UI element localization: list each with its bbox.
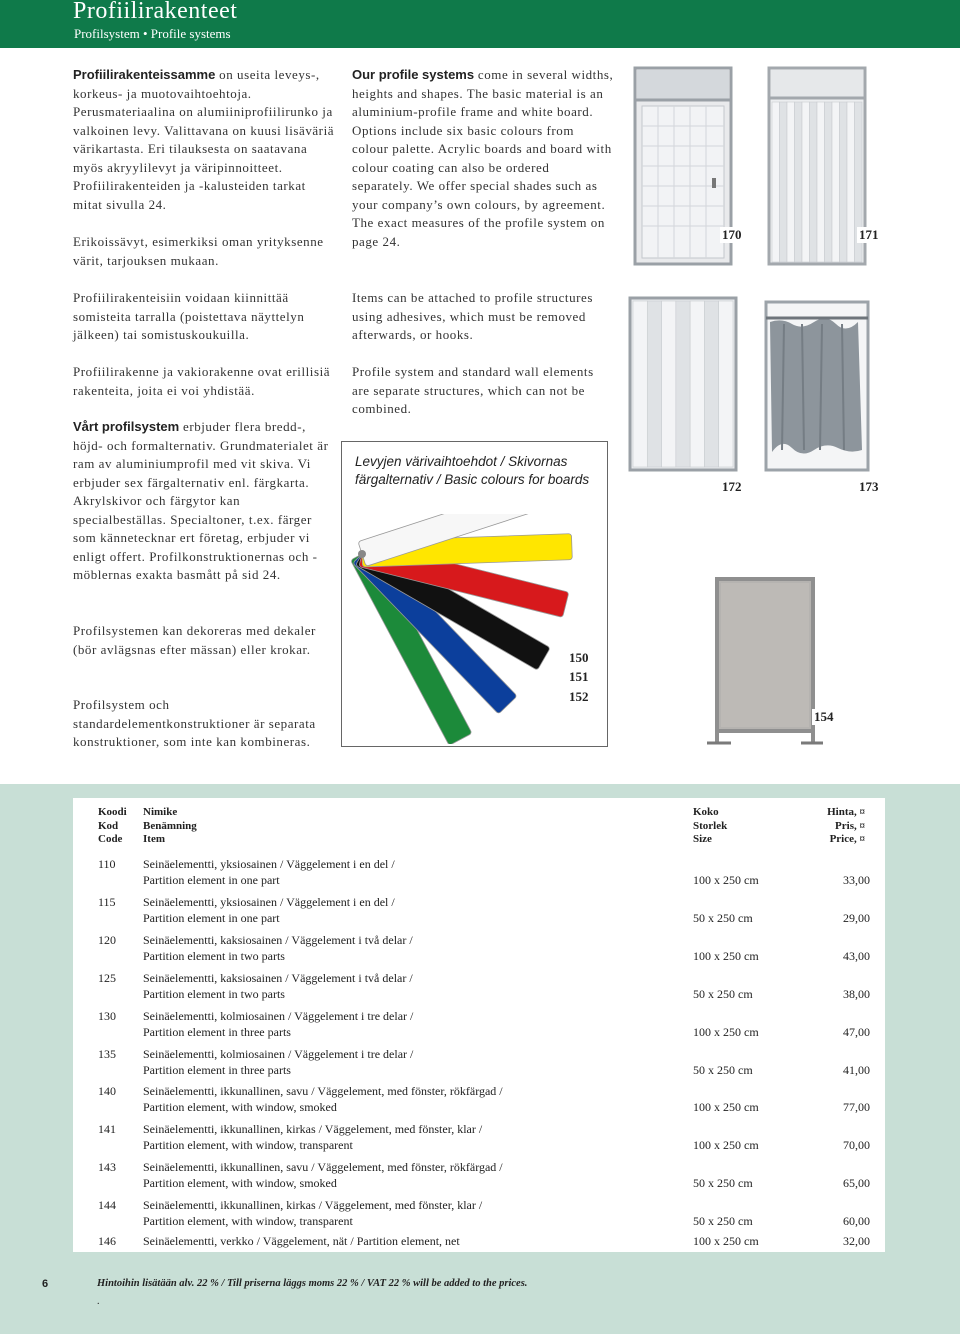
page-header <box>0 0 960 48</box>
row-item-line2: Partition element in three parts <box>143 1024 291 1039</box>
row-item-line1: Seinäelementti, kolmiosainen / Väggelement i tre delar / <box>143 1009 414 1023</box>
row-item <box>143 1047 683 1078</box>
door-fold-panel <box>647 301 661 467</box>
label-170: 170 <box>722 227 742 242</box>
row-item <box>143 1009 683 1040</box>
row-code: 146 <box>98 1234 116 1248</box>
row-code: 141 <box>98 1122 116 1136</box>
row-code: 130 <box>98 1009 116 1023</box>
row-item-line2: Partition element in three parts <box>143 1062 291 1077</box>
row-price: 32,00 <box>843 1234 870 1248</box>
row-size: 100 x 250 cm <box>693 1099 759 1114</box>
row-code: 143 <box>98 1160 116 1174</box>
fan-pivot <box>358 550 366 558</box>
row-price: 47,00 <box>843 1024 870 1039</box>
door-fold-panel <box>633 301 647 467</box>
row-price: 77,00 <box>843 1099 870 1114</box>
row-item <box>143 933 683 964</box>
door-fold-panel <box>676 301 690 467</box>
page-subtitle: Profilsystem • Profile systems <box>74 26 231 41</box>
door-fold-panel <box>802 102 810 262</box>
partition-panel-photo <box>705 577 825 747</box>
row-item-line2: Partition element in two parts <box>143 948 285 963</box>
row-size: 50 x 250 cm <box>693 986 753 1001</box>
row-code: 135 <box>98 1047 116 1061</box>
row-size: 100 x 250 cm <box>693 872 759 887</box>
en-intro-bold: Our profile systems <box>352 67 475 82</box>
row-price: 60,00 <box>843 1213 870 1228</box>
row-item-line2: Partition element, with window, transparent <box>143 1213 353 1228</box>
colour-swatch-caption: Levyjen värivaihtoehdot / Skivornas färgalternativ / Basic colours for boards <box>355 454 590 487</box>
header-item <box>143 806 197 847</box>
header-size-fi: Koko <box>693 806 719 818</box>
label-172: 172 <box>722 479 742 494</box>
door-fold-panel <box>719 301 733 467</box>
colour-fan-illustration <box>342 514 606 744</box>
en-attach-paragraph: Items can be attached to profile structures using adhesives, which must be removed afterwards, or hooks. <box>352 290 593 342</box>
sv-intro-bold: Vårt profilsystem <box>73 419 180 434</box>
row-item-line1: Seinäelementti, kaksiosainen / Väggelement i två delar / <box>143 933 413 947</box>
row-price: 70,00 <box>843 1137 870 1152</box>
row-code: 120 <box>98 933 116 947</box>
header-size-sv: Storlek <box>693 819 728 832</box>
row-size: 50 x 250 cm <box>693 1062 753 1077</box>
folding-screen-photo <box>628 296 738 472</box>
row-item-line2: Partition element, with window, transparent <box>143 1137 353 1152</box>
row-price: 33,00 <box>843 872 870 887</box>
door-fold-panel <box>704 301 718 467</box>
row-item <box>143 1234 683 1250</box>
page-number: 6 <box>42 1278 49 1290</box>
row-item <box>143 971 683 1002</box>
row-item-line2: Partition element, with window, smoked <box>143 1099 337 1114</box>
row-size: 100 x 250 cm <box>693 948 759 963</box>
header-price-sv: Pris, ¤ <box>835 819 865 832</box>
sv-intro-text: erbjuder flera bredd-, höjd- och formalternativ. Grundmaterialet är ram av aluminiumprofil med vit skiva. Vi erbjuder sex färgalternativ enl. färgkarta. Akrylskivor och färgytor kan specialbeställas. Specialtoner, t.ex. färger som kännetecknar ert företag, erbjuder vi enligt offert. Profilkonstruktionernas och -möblernas exakta basmått på sid 24. <box>73 419 329 582</box>
row-code: 110 <box>98 857 116 871</box>
header-code-sv: Kod <box>98 819 119 832</box>
door-fold-panel <box>832 102 840 262</box>
label-171: 171 <box>859 227 879 242</box>
footnote-dot: . <box>97 1296 100 1307</box>
folding-door-photo <box>762 66 872 266</box>
row-size: 50 x 250 cm <box>693 1175 753 1190</box>
row-item-line1: Seinäelementti, ikkunallinen, kirkas / Väggelement, med fönster, klar / <box>143 1198 483 1212</box>
row-size: 50 x 250 cm <box>693 910 753 925</box>
row-item-line1: Seinäelementti, yksiosainen / Väggelement i en del / <box>143 857 395 871</box>
sv-intro-paragraph <box>73 418 335 585</box>
door-fold-panel <box>787 102 795 262</box>
door-fold-panel <box>817 102 825 262</box>
header-price <box>827 806 865 847</box>
header-item-en: Item <box>143 833 165 845</box>
row-price: 38,00 <box>843 986 870 1001</box>
door-fold-panel <box>772 102 780 262</box>
row-item-line1: Seinäelementti, ikkunallinen, savu / Väggelement, med fönster, rökfärgad / <box>143 1084 503 1098</box>
row-item-line1: Seinäelementti, verkko / Väggelement, nät / Partition element, net <box>143 1234 460 1248</box>
label-154: 154 <box>814 709 834 724</box>
header-code <box>98 806 127 847</box>
header-code-fi: Koodi <box>98 806 127 818</box>
row-item-line1: Seinäelementti, yksiosainen / Väggelement i en del / <box>143 895 395 909</box>
header-item-fi: Nimike <box>143 806 178 818</box>
en-intro-paragraph <box>352 66 614 251</box>
row-price: 41,00 <box>843 1062 870 1077</box>
row-item <box>143 1160 683 1191</box>
fi-special-shades-paragraph: Erikoissävyt, esimerkiksi oman yrityksenne värit, tarjouksen mukaan. <box>73 234 324 268</box>
fi-intro-paragraph <box>73 66 335 214</box>
header-price-fi: Hinta, ¤ <box>827 806 865 818</box>
row-item <box>143 1198 683 1229</box>
row-item-line1: Seinäelementti, ikkunallinen, kirkas / Väggelement, med fönster, klar / <box>143 1122 483 1136</box>
row-item-line2: Partition element in one part <box>143 910 280 925</box>
door-fold-panel <box>795 102 803 262</box>
label-150: 150 <box>569 650 589 665</box>
door-fold-panel <box>840 102 848 262</box>
row-code: 144 <box>98 1198 116 1212</box>
sv-separate-structures-paragraph: Profilsystem och standardelementkonstruktioner är separata konstruktioner, som inte kan kombineras. <box>73 697 316 749</box>
row-item <box>143 1084 683 1115</box>
row-size: 50 x 250 cm <box>693 1213 753 1228</box>
fi-intro-bold: Profiilirakenteissamme <box>73 67 216 82</box>
label-151: 151 <box>569 669 589 684</box>
door-fold-panel <box>662 301 676 467</box>
door-fold-panel <box>690 301 704 467</box>
row-item-line2: Partition element in one part <box>143 872 280 887</box>
page-title: Profiilirakenteet <box>73 0 238 24</box>
en-separate-structures-paragraph: Profile system and standard wall elements are separate structures, which can not be combined. <box>352 364 594 416</box>
row-item <box>143 857 683 888</box>
price-table <box>73 798 885 1252</box>
header-size <box>693 806 727 847</box>
row-item-line2: Partition element, with window, smoked <box>143 1175 337 1190</box>
row-price: 65,00 <box>843 1175 870 1190</box>
curtain-frame-photo <box>762 300 872 472</box>
header-code-en: Code <box>98 833 123 845</box>
row-price: 29,00 <box>843 910 870 925</box>
label-173: 173 <box>859 479 879 494</box>
row-code: 125 <box>98 971 116 985</box>
row-code: 115 <box>98 895 116 909</box>
header-item-sv: Benämning <box>143 819 197 832</box>
door-fold-panel <box>810 102 818 262</box>
header-size-en: Size <box>693 833 712 845</box>
fi-intro-text: on useita leveys-, korkeus- ja muotovaihtoehtoja. Perusmateriaalina on alumiiniprofiilirunko ja valkoinen levy. Valittavana on kuusi lisäväriä värikartasta. Eri tilauksesta on saatavana myös akryylilevyt ja väripinnoitteet. Profiilirakenteiden ja -kalusteiden tarkat mitat sivulla 24. <box>73 67 335 212</box>
row-code: 140 <box>98 1084 116 1098</box>
row-item <box>143 895 683 926</box>
door-fold-panel <box>847 102 855 262</box>
sv-decorations-paragraph: Profilsystemen kan dekoreras med dekaler (bör avlägsnas efter mässan) eller krokar. <box>73 623 316 657</box>
door-fold-panel <box>780 102 788 262</box>
fi-decorations-paragraph: Profiilirakenteisiin voidaan kiinnittää somisteita tarralla (poistettava näyttelyn jälkeen) tai somistuskoukuilla. <box>73 290 305 342</box>
row-size: 100 x 250 cm <box>693 1234 759 1248</box>
row-item-line1: Seinäelementti, kaksiosainen / Väggelement i två delar / <box>143 971 413 985</box>
door-fold-panel <box>825 102 833 262</box>
row-item-line1: Seinäelementti, ikkunallinen, savu / Väggelement, med fönster, rökfärgad / <box>143 1160 503 1174</box>
row-item-line2: Partition element in two parts <box>143 986 285 1001</box>
row-price: 43,00 <box>843 948 870 963</box>
vat-footnote: Hintoihin lisätään alv. 22 % / Till priserna läggs moms 22 % / VAT 22 % will be added to the prices. <box>97 1278 528 1289</box>
fi-separate-structures-paragraph: Profiilirakenne ja vakiorakenne ovat erillisiä rakenteita, joita ei voi yhdistää. <box>73 364 331 398</box>
label-152: 152 <box>569 689 589 704</box>
row-item-line1: Seinäelementti, kolmiosainen / Väggelement i tre delar / <box>143 1047 414 1061</box>
row-size: 100 x 250 cm <box>693 1137 759 1152</box>
header-price-en: Price, ¤ <box>829 833 865 845</box>
row-item <box>143 1122 683 1153</box>
en-intro-text: come in several widths, heights and shapes. The basic material is an aluminium-profile frame and white board. Options include six basic colours from colour palette. Acrylic boards and board with colour coating can also be ordered separately. We offer special shades such as your company’s own colours, by agreement. The exact measures of the profile system on page 24. <box>352 67 614 249</box>
row-size: 100 x 250 cm <box>693 1024 759 1039</box>
